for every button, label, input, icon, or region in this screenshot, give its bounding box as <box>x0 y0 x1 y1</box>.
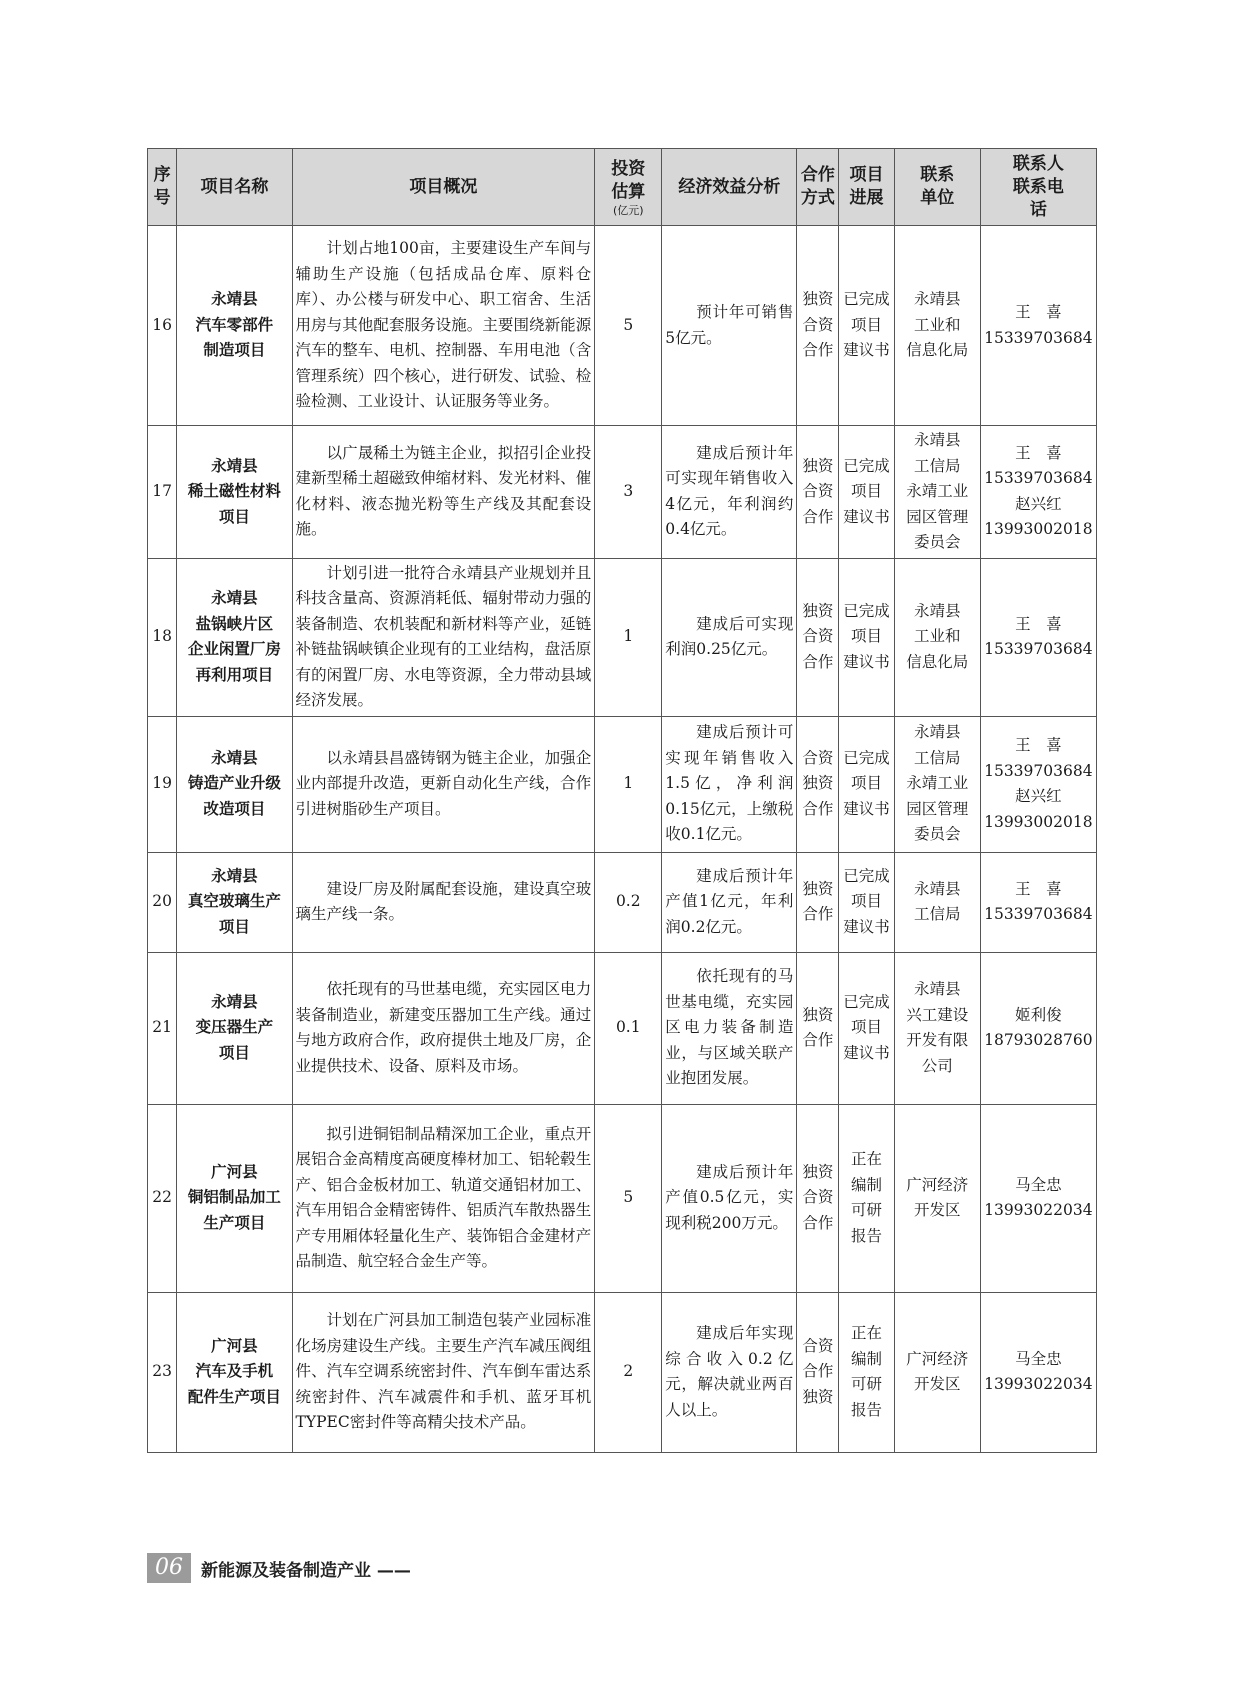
project-name <box>177 426 292 559</box>
table-row <box>148 558 1097 716</box>
contact-unit <box>894 716 980 852</box>
project-progress-line: 编制 <box>851 1349 883 1368</box>
cooperation-mode-line: 合作 <box>802 1213 834 1232</box>
economic-benefit: 建成后年实现综合收入0.2亿元，解决就业两百人以上。 <box>662 1292 797 1452</box>
project-progress-line: 可研 <box>851 1375 883 1393</box>
contact-unit-line: 永靖县 <box>913 723 961 742</box>
project-progress-line: 可研 <box>851 1201 883 1219</box>
row-number: 22 <box>148 1104 177 1292</box>
cooperation-mode-line: 合资 <box>802 1188 834 1207</box>
project-name <box>177 1104 292 1292</box>
project-progress <box>839 558 895 716</box>
contact-unit-line: 信息化局 <box>906 341 969 360</box>
project-progress-line: 建议书 <box>843 799 890 818</box>
cooperation-mode <box>797 1104 839 1292</box>
economic-benefit: 预计年可销售5亿元。 <box>662 226 797 426</box>
investment-estimate: 1 <box>595 716 662 852</box>
investment-estimate: 0.1 <box>595 952 662 1104</box>
project-description: 建设厂房及附属配套设施，建设真空玻璃生产线一条。 <box>292 852 595 952</box>
contact-person-line: 15339703684 <box>984 905 1093 923</box>
project-name-line: 广河县 <box>211 1162 258 1181</box>
table-row <box>148 716 1097 852</box>
cooperation-mode-line: 合资 <box>802 748 834 767</box>
contact-unit <box>894 226 980 426</box>
header-no: 序号 <box>148 149 177 226</box>
economic-benefit: 建成后预计年可实现年销售收入4亿元，年利润约0.4亿元。 <box>662 426 797 559</box>
contact-unit-line: 广河经济 <box>906 1175 969 1194</box>
project-progress-line: 项目 <box>851 482 883 500</box>
project-name <box>177 1292 292 1452</box>
cooperation-mode-line: 合作 <box>802 799 834 818</box>
cooperation-mode-line: 独资 <box>802 601 834 620</box>
project-progress-line: 正在 <box>851 1324 883 1342</box>
economic-benefit: 建成后可实现利润0.25亿元。 <box>662 558 797 716</box>
project-description: 计划占地100亩，主要建设生产车间与辅助生产设施（包括成品仓库、原料仓库）、办公楼与研发中心、职工宿舍、生活用房与其他配套服务设施。主要围绕新能源汽车的整车、电机、控制器、车用电池（含管理系统）四个核心，进行研发、试验、检验检测、工业设计、认证服务等业务。 <box>292 226 595 426</box>
cooperation-mode-line: 独资 <box>802 290 834 309</box>
project-name-line: 铜铝制品加工 <box>187 1188 281 1207</box>
header-name: 项目名称 <box>177 149 292 226</box>
contact-person <box>980 426 1096 559</box>
contact-person <box>980 1104 1096 1292</box>
project-progress-line: 项目 <box>851 892 883 911</box>
cooperation-mode-line: 合资 <box>802 1336 834 1355</box>
project-name-line: 永靖县 <box>211 456 258 475</box>
contact-person-line: 王 喜 <box>1015 736 1062 754</box>
contact-unit-line: 永靖县 <box>913 879 961 898</box>
contact-person <box>980 852 1096 952</box>
cooperation-mode <box>797 426 839 559</box>
cooperation-mode-line: 合作 <box>802 652 834 671</box>
project-progress-line: 建议书 <box>843 507 890 526</box>
project-name-line: 汽车零部件 <box>195 315 274 334</box>
contact-person-line: 15339703684 <box>984 640 1093 658</box>
contact-person <box>980 558 1096 716</box>
project-name-line: 稀土磁性材料 <box>187 482 281 500</box>
project-progress-line: 项目 <box>851 1018 883 1037</box>
project-progress-line: 项目 <box>851 315 883 334</box>
economic-benefit: 建成后预计年产值1亿元，年利润0.2亿元。 <box>662 852 797 952</box>
economic-benefit: 建成后预计可实现年销售收入1.5亿，净利润0.15亿元，上缴税收0.1亿元。 <box>662 716 797 852</box>
project-progress-line: 正在 <box>851 1150 883 1168</box>
contact-unit-line: 公司 <box>921 1056 953 1075</box>
project-progress-line: 报告 <box>851 1226 883 1245</box>
header-contact: 联系人联系电话 <box>980 149 1096 226</box>
project-progress-line: 建议书 <box>843 652 890 671</box>
investment-estimate: 3 <box>595 426 662 559</box>
cooperation-mode <box>797 852 839 952</box>
contact-unit <box>894 1292 980 1452</box>
investment-estimate: 1 <box>595 558 662 716</box>
contact-unit <box>894 952 980 1104</box>
project-description: 拟引进铜铝制品精深加工企业，重点开展铝合金高精度高硬度棒材加工、铝轮毂生产、铝合金板材加工、轨道交通铝材加工、汽车用铝合金精密铸件、铝质汽车散热器生产专用厢体轻量化生产、装饰铝合金建材产品制造、航空轻合金生产等。 <box>292 1104 595 1292</box>
footer-title: 新能源及装备制造产业 —— <box>201 1560 411 1581</box>
project-name-line: 企业闲置厂房 <box>187 640 281 658</box>
contact-unit <box>894 558 980 716</box>
project-progress <box>839 716 895 852</box>
project-progress-line: 已完成 <box>843 992 890 1011</box>
contact-person-line: 13993022034 <box>984 1201 1093 1219</box>
cooperation-mode-line: 合作 <box>802 1362 834 1381</box>
project-name-line: 生产项目 <box>203 1213 266 1232</box>
contact-person-line: 15339703684 <box>984 761 1093 780</box>
contact-person-line: 赵兴红 <box>1015 787 1062 805</box>
header-unit: 联系单位 <box>894 149 980 226</box>
cooperation-mode-line: 合资 <box>802 315 834 334</box>
contact-person-line: 13993022034 <box>984 1375 1093 1393</box>
header-investment <box>595 149 662 226</box>
project-progress-line: 报告 <box>851 1400 883 1419</box>
project-name-line: 永靖县 <box>211 748 258 767</box>
contact-person <box>980 952 1096 1104</box>
contact-person-line: 姬利俊 <box>1015 1005 1062 1024</box>
project-progress <box>839 952 895 1104</box>
page-number: 06 <box>147 1553 191 1583</box>
contact-person-line: 13993002018 <box>984 520 1093 539</box>
project-name <box>177 952 292 1104</box>
contact-unit <box>894 426 980 559</box>
header-desc: 项目概况 <box>292 149 595 226</box>
contact-unit-line: 永靖工业 <box>906 482 969 500</box>
cooperation-mode-line: 独资 <box>802 1387 834 1406</box>
project-name-line: 变压器生产 <box>195 1018 274 1037</box>
project-name-line: 永靖县 <box>211 290 258 309</box>
contact-person-line: 赵兴红 <box>1015 494 1062 513</box>
header-investment-label: 投资估算 <box>611 158 646 202</box>
contact-person-line: 13993002018 <box>984 812 1093 831</box>
contact-unit-line: 工业和 <box>913 315 961 334</box>
contact-person <box>980 1292 1096 1452</box>
project-progress <box>839 1104 895 1292</box>
project-name-line: 盐锅峡片区 <box>195 614 274 633</box>
project-name-line: 汽车及手机 <box>195 1362 274 1381</box>
cooperation-mode-line: 合作 <box>802 1031 834 1049</box>
project-name-line: 制造项目 <box>203 341 266 360</box>
contact-unit-line: 永靖县 <box>913 290 961 309</box>
header-progress: 项目进展 <box>839 149 895 226</box>
contact-unit-line: 开发区 <box>913 1201 961 1219</box>
project-progress <box>839 852 895 952</box>
project-name <box>177 852 292 952</box>
cooperation-mode <box>797 558 839 716</box>
project-progress-line: 已完成 <box>843 456 890 475</box>
cooperation-mode-line: 独资 <box>802 774 834 793</box>
investment-estimate: 0.2 <box>595 852 662 952</box>
project-name-line: 项目 <box>218 1043 250 1062</box>
project-name-line: 永靖县 <box>211 992 258 1011</box>
cooperation-mode-line: 合作 <box>802 507 834 526</box>
project-description: 计划引进一批符合永靖县产业规划并且科技含量高、资源消耗低、辐射带动力强的装备制造、农机装配和新材料等产业，延链补链盐锅峡镇企业现有的工业结构，盘活原有的闲置厂房、水电等资源，全力带动县域经济发展。 <box>292 558 595 716</box>
project-progress-line: 建议书 <box>843 917 890 936</box>
contact-unit <box>894 852 980 952</box>
project-name-line: 项目 <box>218 917 250 936</box>
economic-benefit: 建成后预计年产值0.5亿元，实现利税200万元。 <box>662 1104 797 1292</box>
cooperation-mode <box>797 226 839 426</box>
project-name-line: 再利用项目 <box>195 665 274 684</box>
table-row <box>148 852 1097 952</box>
contact-person-line: 王 喜 <box>1015 614 1062 633</box>
project-description: 以永靖县昌盛铸钢为链主企业，加强企业内部提升改造，更新自动化生产线，合作引进树脂砂生产项目。 <box>292 716 595 852</box>
project-progress-line: 建议书 <box>843 1043 890 1062</box>
cooperation-mode-line: 独资 <box>802 1005 834 1024</box>
project-name-line: 真空玻璃生产 <box>187 892 281 911</box>
contact-person-line: 马全忠 <box>1015 1349 1062 1368</box>
contact-unit-line: 永靖县 <box>913 601 961 620</box>
contact-unit-line: 园区管理 <box>906 799 969 818</box>
contact-unit-line: 永靖县 <box>913 431 961 449</box>
header-investment-unit: (亿元) <box>612 203 644 217</box>
investment-estimate: 5 <box>595 226 662 426</box>
contact-person <box>980 716 1096 852</box>
table-row <box>148 426 1097 559</box>
header-row <box>148 149 1097 226</box>
contact-person-line: 15339703684 <box>984 469 1093 488</box>
row-number: 16 <box>148 226 177 426</box>
cooperation-mode-line: 合资 <box>802 482 834 500</box>
project-description: 计划在广河县加工制造包装产业园标准化场房建设生产线。主要生产汽车减压阀组件、汽车空调系统密封件、汽车倒车雷达系统密封件、汽车减震件和手机、蓝牙耳机TYPEC密封件等高精尖技术产品。 <box>292 1292 595 1452</box>
contact-person <box>980 226 1096 426</box>
project-name-line: 项目 <box>218 507 250 526</box>
contact-unit-line: 工业和 <box>913 627 961 646</box>
row-number: 17 <box>148 426 177 559</box>
row-number: 23 <box>148 1292 177 1452</box>
contact-unit-line: 工信局 <box>913 905 961 923</box>
cooperation-mode-line: 合作 <box>802 905 834 923</box>
header-coop: 合作方式 <box>797 149 839 226</box>
contact-unit-line: 园区管理 <box>906 507 969 526</box>
contact-unit-line: 委员会 <box>913 533 961 551</box>
contact-unit <box>894 1104 980 1292</box>
cooperation-mode-line: 独资 <box>802 1162 834 1181</box>
project-name-line: 铸造产业升级 <box>187 774 281 793</box>
row-number: 19 <box>148 716 177 852</box>
project-description: 以广晟稀土为链主企业，拟招引企业投建新型稀土超磁致伸缩材料、发光材料、催化材料、液态抛光粉等生产线及其配套设施。 <box>292 426 595 559</box>
row-number: 20 <box>148 852 177 952</box>
row-number: 21 <box>148 952 177 1104</box>
project-name-line: 配件生产项目 <box>187 1387 281 1406</box>
cooperation-mode-line: 独资 <box>802 456 834 475</box>
contact-unit-line: 开发区 <box>913 1375 961 1393</box>
project-progress-line: 编制 <box>851 1175 883 1194</box>
project-name <box>177 226 292 426</box>
contact-unit-line: 工信局 <box>913 456 961 475</box>
project-progress-line: 项目 <box>851 627 883 646</box>
page-footer <box>147 1553 411 1583</box>
project-name <box>177 558 292 716</box>
table-row <box>148 1104 1097 1292</box>
contact-person-line: 马全忠 <box>1015 1175 1062 1194</box>
contact-unit-line: 兴工建设 <box>906 1005 969 1024</box>
contact-unit-line: 开发有限 <box>906 1031 969 1049</box>
contact-person-line: 王 喜 <box>1015 443 1062 462</box>
table-row <box>148 226 1097 426</box>
project-progress-line: 项目 <box>851 774 883 793</box>
project-progress <box>839 426 895 559</box>
investment-estimate: 2 <box>595 1292 662 1452</box>
contact-unit-line: 永靖工业 <box>906 774 969 793</box>
contact-person-line: 18793028760 <box>984 1031 1093 1049</box>
project-name-line: 改造项目 <box>203 799 266 818</box>
contact-unit-line: 信息化局 <box>906 652 969 671</box>
economic-benefit: 依托现有的马世基电缆，充实园区电力装备制造业，与区域关联产业抱团发展。 <box>662 952 797 1104</box>
cooperation-mode-line: 合资 <box>802 627 834 646</box>
project-name-line: 广河县 <box>211 1336 258 1355</box>
cooperation-mode <box>797 716 839 852</box>
cooperation-mode-line: 独资 <box>802 879 834 898</box>
project-progress-line: 已完成 <box>843 866 890 885</box>
table-row <box>148 952 1097 1104</box>
cooperation-mode <box>797 952 839 1104</box>
contact-unit-line: 工信局 <box>913 748 961 767</box>
contact-unit-line: 广河经济 <box>906 1349 969 1368</box>
project-progress-line: 建议书 <box>843 341 890 360</box>
project-progress-line: 已完成 <box>843 601 890 620</box>
contact-person-line: 15339703684 <box>984 328 1093 347</box>
contact-person-line: 王 喜 <box>1015 303 1062 321</box>
contact-unit-line: 委员会 <box>913 825 961 844</box>
row-number: 18 <box>148 558 177 716</box>
header-benefit: 经济效益分析 <box>662 149 797 226</box>
project-name <box>177 716 292 852</box>
cooperation-mode-line: 合作 <box>802 341 834 360</box>
project-progress-line: 已完成 <box>843 290 890 309</box>
contact-person-line: 王 喜 <box>1015 879 1062 898</box>
investment-estimate: 5 <box>595 1104 662 1292</box>
contact-unit-line: 永靖县 <box>913 980 961 998</box>
project-description: 依托现有的马世基电缆，充实园区电力装备制造业，新建变压器加工生产线。通过与地方政府合作，政府提供土地及厂房，企业提供技术、设备、原料及市场。 <box>292 952 595 1104</box>
cooperation-mode <box>797 1292 839 1452</box>
project-progress <box>839 226 895 426</box>
table-body <box>148 226 1097 1453</box>
table-row <box>148 1292 1097 1452</box>
project-name-line: 永靖县 <box>211 866 258 885</box>
project-table <box>147 148 1097 1453</box>
project-progress-line: 已完成 <box>843 748 890 767</box>
project-name-line: 永靖县 <box>211 589 258 607</box>
project-progress <box>839 1292 895 1452</box>
